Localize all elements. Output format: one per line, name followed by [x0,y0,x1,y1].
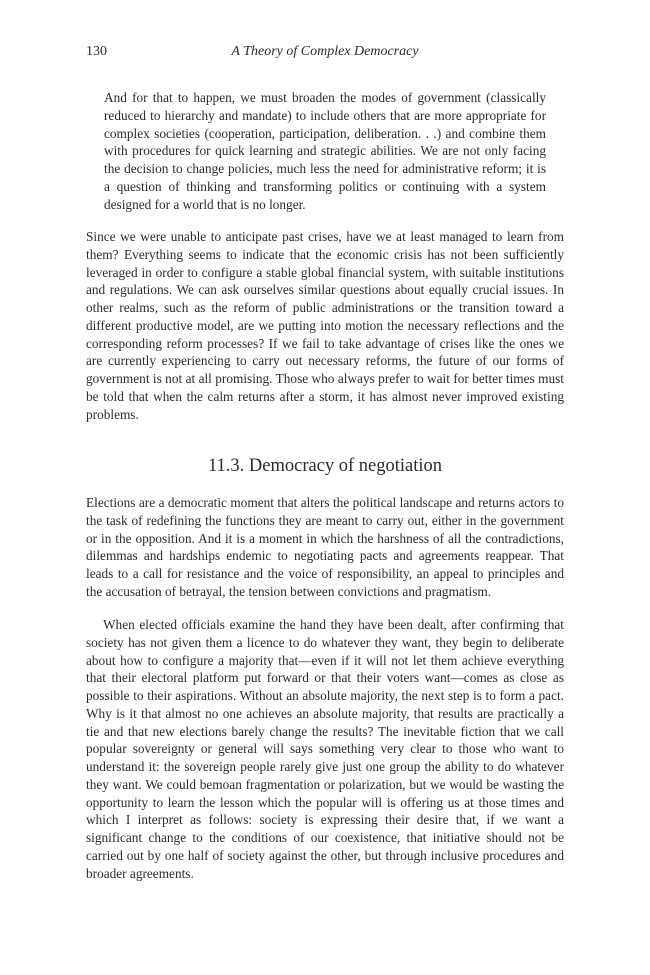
running-title: A Theory of Complex Democracy [231,44,419,59]
block-quote: And for that to happen, we must broaden the modes of government (classically reduced to hierarchy and mandate) to include others that are more appropriate for complex societies (cooperation, participation, deliberation. . .) and combine them with procedures for quick learning and strategic abilities. We are not only facing the decision to change policies, much less the need for administrative reform; it is a question of thinking and transforming politics or continuing with a system designed for a world that is no longer. [104,90,546,212]
body-paragraph-3: When elected officials examine the hand they have been dealt, after confirming that society has not given them a licence to do whatever they want, they begin to deliberate about how to configure a majority that—even if it will not let them achieve everything that their electoral platform put forward or that their voters want—comes as close as possible to their aspirations. Without an absolute majority, the next step is to form a pact. Why is it that almost no one achieves an absolute majority, that results are practically a tie and that new elections barely change the results? The inevitable fiction that we call popular sovereignty or general will says something very clear to those who want to understand it: the sovereign people rarely give just one group the ability to do whatever they want. We could bemoan fragmentation or polarization, but we would be wasting the opportunity to learn the lesson which the popular will is offering us at those times and which I interpret as follows: society is expressing their desire that, if we want a significant change to the conditions of our coexistence, that initiative should not be carried out by one half of society against the other, but through inclusive procedures and broader agreements. [86,617,564,881]
running-head [86,44,564,64]
page-number: 130 [86,44,107,59]
section-heading: 11.3. Democracy of negotiation [207,456,443,476]
body-paragraph-1: Since we were unable to anticipate past crises, have we at least managed to learn from them? Everything seems to indicate that the economic crisis has not been sufficiently leveraged in order to configure a stable global financial system, with suitable institutions and regulations. We can ask ourselves similar questions about equally crucial issues. In other realms, such as the reform of public administrations or the transition toward a different productive model, are we putting into motion the necessary reflections and the corresponding reform processes? If we fail to take advantage of crises like the ones we are currently experiencing to carry out necessary reforms, the future of our forms of government is not at all promising. Those who always prefer to wait for better times must be told that when the calm returns after a storm, it has almost never improved existing problems. [86,229,564,422]
body-paragraph-2: Elections are a democratic moment that alters the political landscape and returns actors to the task of redefining the functions they are meant to carry out, either in the government or in the opposition. And it is a moment in which the harshness of all the contradictions, dilemmas and hardships endemic to negotiating pacts and agreements reappear. That leads to a call for resistance and the voice of responsibility, an appeal to principles and the accusation of betrayal, the tension between convictions and pragmatism. [86,495,564,599]
